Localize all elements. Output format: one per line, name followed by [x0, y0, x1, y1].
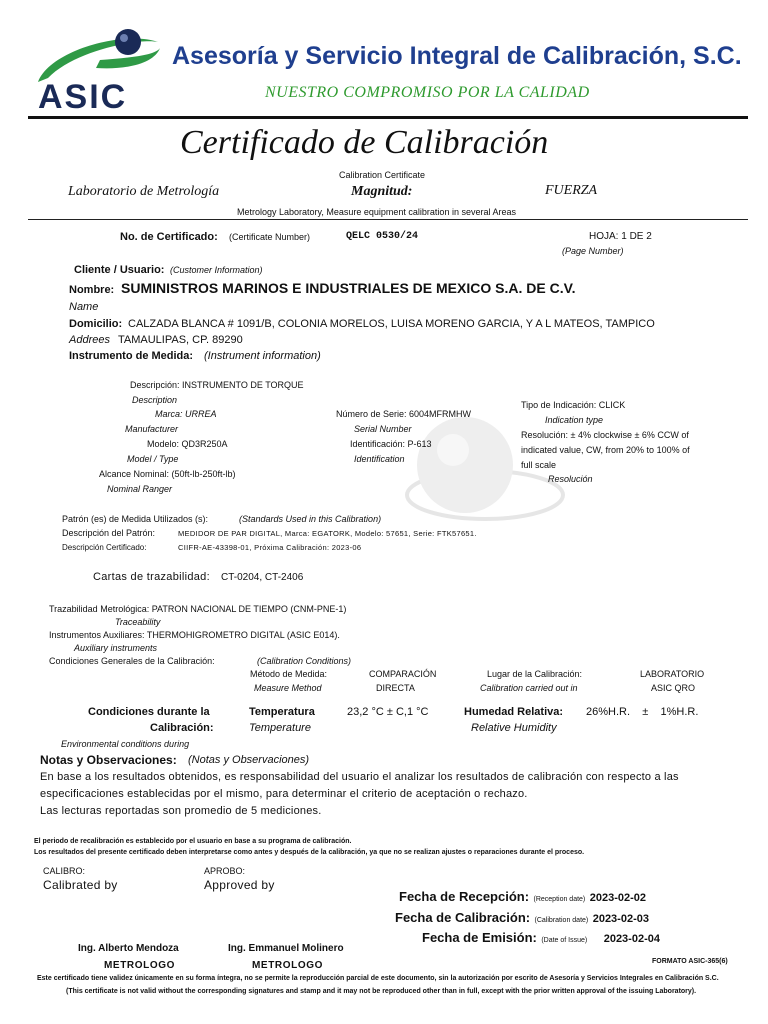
notes-label-en: (Notas y Observaciones) — [188, 754, 310, 766]
calibrator-title: METROLOGO — [104, 960, 175, 971]
sheet-label-en: (Page Number) — [562, 246, 624, 256]
standard-cert-label: Descripción Certificado: — [62, 543, 147, 552]
method-value-2: DIRECTA — [376, 683, 415, 693]
notes-line-1: En base a los resultados obtenidos, es responsabilidad del usuario el analizar los resultados de calibración con respecto a las — [40, 771, 679, 783]
emission-date-value: 2023-02-04 — [603, 933, 660, 945]
standards-label: Patrón (es) de Medida Utilizados (s): — [62, 514, 209, 524]
calibration-date-label: Fecha de Calibración: — [395, 910, 531, 925]
env-label-1: Condiciones durante la — [88, 706, 210, 718]
certificate-title: Certificado de Calibración — [180, 124, 549, 161]
instr-serial: Número de Serie: 6004MFRMHW — [336, 409, 472, 419]
calibrated-by-label: CALIBRO: — [43, 866, 86, 876]
notes-small-1: El periodo de recalibración es establecido por el usuario en base a su programa de calibración. — [34, 838, 352, 845]
lab-label: Laboratorio de Metrología — [68, 184, 220, 199]
place-label: Lugar de la Calibración: — [487, 669, 583, 679]
instr-resolution-1: Resolución: ± 4% clockwise ± 6% CCW of — [521, 430, 689, 440]
reception-date-label: Fecha de Recepción: — [399, 889, 530, 904]
instr-model: Modelo: QD3R250A — [147, 439, 228, 449]
lab-label-en: Metrology Laboratory, Measure equipment calibration in several Areas — [237, 207, 516, 217]
temperature-value: 23,2 °C ± C,1 °C — [347, 706, 429, 718]
emission-date-row — [422, 929, 660, 947]
client-address-value: CALZADA BLANCA # 1091/B, COLONIA MORELOS, LUISA MORENO GARCIA, Y A L MATEOS, TAMPICO — [128, 318, 655, 330]
instrument-section-en: (Instrument information) — [204, 350, 321, 362]
instr-resolution-en: Resolución — [548, 474, 593, 484]
header-divider — [28, 116, 748, 119]
traceability-metrological-en: Traceability — [115, 617, 161, 627]
approver-name: Ing. Emmanuel Molinero — [228, 943, 344, 954]
notes-line-3: Las lecturas reportadas son promedio de 5 mediciones. — [40, 805, 322, 817]
approver-title: METROLOGO — [252, 960, 323, 971]
emission-date-en: (Date of Issue) — [541, 937, 588, 944]
client-address-label: Domicilio: — [69, 318, 123, 330]
client-name-label: Nombre: — [69, 284, 115, 296]
logo-text: ASIC — [38, 78, 128, 116]
client-section-label: Cliente / Usuario: — [74, 264, 165, 276]
notes-label: Notas y Observaciones: — [40, 753, 177, 767]
instr-serial-en: Serial Number — [354, 424, 412, 434]
cert-number-value: QELC 0530/24 — [346, 231, 419, 242]
place-value-2: ASIC QRO — [651, 683, 696, 693]
certificate-subtitle: Calibration Certificate — [339, 170, 426, 180]
cert-number-en: (Certificate Number) — [229, 232, 311, 242]
instr-ident: Identificación: P-613 — [350, 439, 432, 449]
approved-by-label: APROBO: — [204, 866, 246, 876]
method-value-1: COMPARACIÓN — [369, 669, 437, 679]
traceability-cards-label: Cartas de trazabilidad: — [93, 571, 210, 583]
instr-indication-en: Indication type — [545, 415, 604, 425]
instr-description-en: Description — [132, 395, 178, 405]
calibrator-name: Ing. Alberto Mendoza — [78, 943, 179, 954]
client-address-value2: TAMAULIPAS, CP. 89290 — [118, 334, 243, 346]
notes-line-2: especificaciones establecidas por el mismo, para determinar el criterio de aceptación o rechazo. — [40, 788, 528, 800]
reception-date-en: (Reception date) — [533, 896, 586, 903]
instr-model-en: Model / Type — [127, 454, 179, 464]
client-address-en: Addrees — [69, 334, 110, 346]
calibration-conditions-en: (Calibration Conditions) — [257, 656, 352, 666]
humidity-label: Humedad Relativa: — [464, 706, 564, 718]
standard-desc-label: Descripción del Patrón: — [62, 528, 156, 538]
emission-date-label: Fecha de Emisión: — [422, 930, 537, 945]
instr-range: Alcance Nominal: (50ft-lb-250ft-lb) — [99, 469, 236, 479]
instr-resolution-2: indicated value, CW, from 20% to 100% of — [521, 445, 690, 455]
method-label-en: Measure Method — [254, 683, 322, 693]
humidity-value: 26%H.R. ± 1%H.R. — [586, 706, 699, 718]
notes-small-2: Los resultados del presente certificado deben interpretarse como antes y después de la calibración, ya que no se realizan ajustes o reparaciones durante el proceso. — [34, 849, 585, 856]
traceability-cards-value: CT-0204, CT-2406 — [221, 572, 304, 583]
instrument-section-label: Instrumento de Medida: — [69, 350, 194, 362]
sheet-label: HOJA: 1 DE 2 — [589, 231, 652, 242]
client-name-value: SUMINISTROS MARINOS E INDUSTRIALES DE MEXICO S.A. DE C.V. — [121, 280, 576, 296]
temperature-label: Temperatura — [249, 706, 315, 718]
instr-ident-en: Identification — [354, 454, 405, 464]
standards-label-en: (Standards Used in this Calibration) — [239, 514, 382, 524]
magnitude-value: FUERZA — [545, 183, 598, 198]
traceability-metrological: Trazabilidad Metrológica: PATRON NACIONAL DE TIEMPO (CNM-PNE-1) — [49, 604, 347, 614]
approved-by-en: Approved by — [204, 878, 275, 892]
aux-instruments-en: Auxiliary instruments — [74, 643, 158, 653]
footer-line-2: (This certificate is not valid without the corresponding signatures and stamp and it may not be reproduced other than in full, except with the prior written approval of the issuing Laboratory). — [66, 988, 697, 995]
reception-date-value: 2023-02-02 — [589, 892, 646, 904]
calibration-date-en: (Calibration date) — [534, 917, 589, 924]
instr-range-en: Nominal Ranger — [107, 484, 173, 494]
footer-line-1: Este certificado tiene validez únicamente en su forma íntegra, no se permite la reproducción parcial de este documento, sin la autorización por escrito de Asesoría y Servicios Integrales en Calibración S.C. — [37, 975, 719, 982]
reception-date-row — [399, 888, 646, 906]
title-divider — [28, 219, 748, 220]
cert-number-label: No. de Certificado: — [120, 231, 218, 243]
temperature-label-en: Temperature — [249, 722, 311, 734]
client-name-en: Name — [69, 301, 99, 313]
client-section-en: (Customer Information) — [170, 265, 263, 275]
calibrated-by-en: Calibrated by — [43, 878, 118, 892]
method-label: Método de Medida: — [250, 669, 328, 679]
instr-brand: Marca: URREA — [155, 409, 217, 419]
calibration-conditions: Condiciones Generales de la Calibración: — [49, 656, 215, 666]
company-name: Asesoría y Servicio Integral de Calibración, S.C. — [172, 42, 742, 70]
instr-resolution-3: full scale — [521, 460, 557, 470]
env-label-en: Environmental conditions during — [61, 739, 190, 749]
calibration-date-value: 2023-02-03 — [592, 913, 649, 925]
slogan: NUESTRO COMPROMISO POR LA CALIDAD — [265, 84, 590, 101]
asic-logo — [30, 20, 165, 115]
instr-description: Descripción: INSTRUMENTO DE TORQUE — [130, 380, 304, 390]
instr-indication: Tipo de Indicación: CLICK — [521, 400, 626, 410]
standard-desc-value: MEDIDOR DE PAR DIGITAL, Marca: EGATORK, Modelo: 57651, Serie: FTK57651. — [178, 529, 477, 538]
humidity-label-en: Relative Humidity — [471, 722, 557, 734]
env-label-2: Calibración: — [150, 722, 214, 734]
place-label-en: Calibration carried out in — [480, 683, 578, 693]
standard-cert-value: CIIFR-AE-43398-01, Próxima Calibración: 2023-06 — [178, 543, 362, 552]
format-code: FORMATO ASIC-365(6) — [652, 958, 728, 965]
instr-brand-en: Manufacturer — [125, 424, 179, 434]
place-value-1: LABORATORIO — [640, 669, 705, 679]
aux-instruments: Instrumentos Auxiliares: THERMOHIGROMETRO DIGITAL (ASIC E014). — [49, 630, 340, 640]
magnitude-label: Magnitud: — [351, 184, 413, 199]
calibration-date-row — [395, 909, 649, 927]
